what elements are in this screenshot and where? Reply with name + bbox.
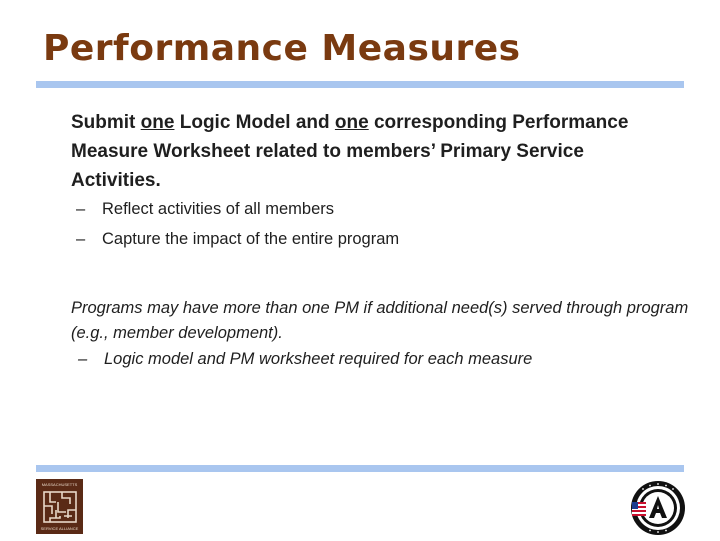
main-bullet-underlined-2: one [334, 112, 369, 133]
page-title: Performance Measures [43, 28, 521, 69]
sub-bullet-text: Capture the impact of the entire program [102, 230, 400, 248]
main-bullet [71, 108, 671, 195]
main-bullet-text-1: Submit [71, 112, 141, 133]
sub-bullet [76, 200, 334, 219]
main-bullet-text-2: Logic Model and [174, 112, 335, 133]
sub-bullet [76, 230, 399, 249]
dash-marker: – [76, 230, 86, 248]
sub-bullet-text: Reflect activities of all members [102, 200, 334, 218]
title-divider [36, 81, 684, 88]
logo-top-text: MASSACHUSETTS [41, 482, 78, 487]
dash-marker: – [76, 200, 86, 218]
footer-divider [36, 465, 684, 472]
americorps-logo [630, 480, 686, 536]
note-paragraph: Programs may have more than one PM if additional need(s) served through program (e.g., member development). [71, 299, 689, 342]
note-sub-bullet-text: Logic model and PM worksheet required for each measure [104, 350, 533, 368]
maze-logo-icon [42, 490, 78, 524]
note-sub-bullet [78, 350, 532, 369]
main-bullet-text-3: corresponding Performance Measure Worksheet related to members’ Primary Service Activities. [71, 112, 629, 191]
logo-bottom-text: SERVICE ALLIANCE [40, 526, 79, 531]
main-bullet-underlined-1: one [140, 112, 175, 133]
americorps-logo-icon [630, 480, 686, 536]
dash-marker: – [78, 350, 88, 368]
service-alliance-logo [36, 479, 83, 534]
